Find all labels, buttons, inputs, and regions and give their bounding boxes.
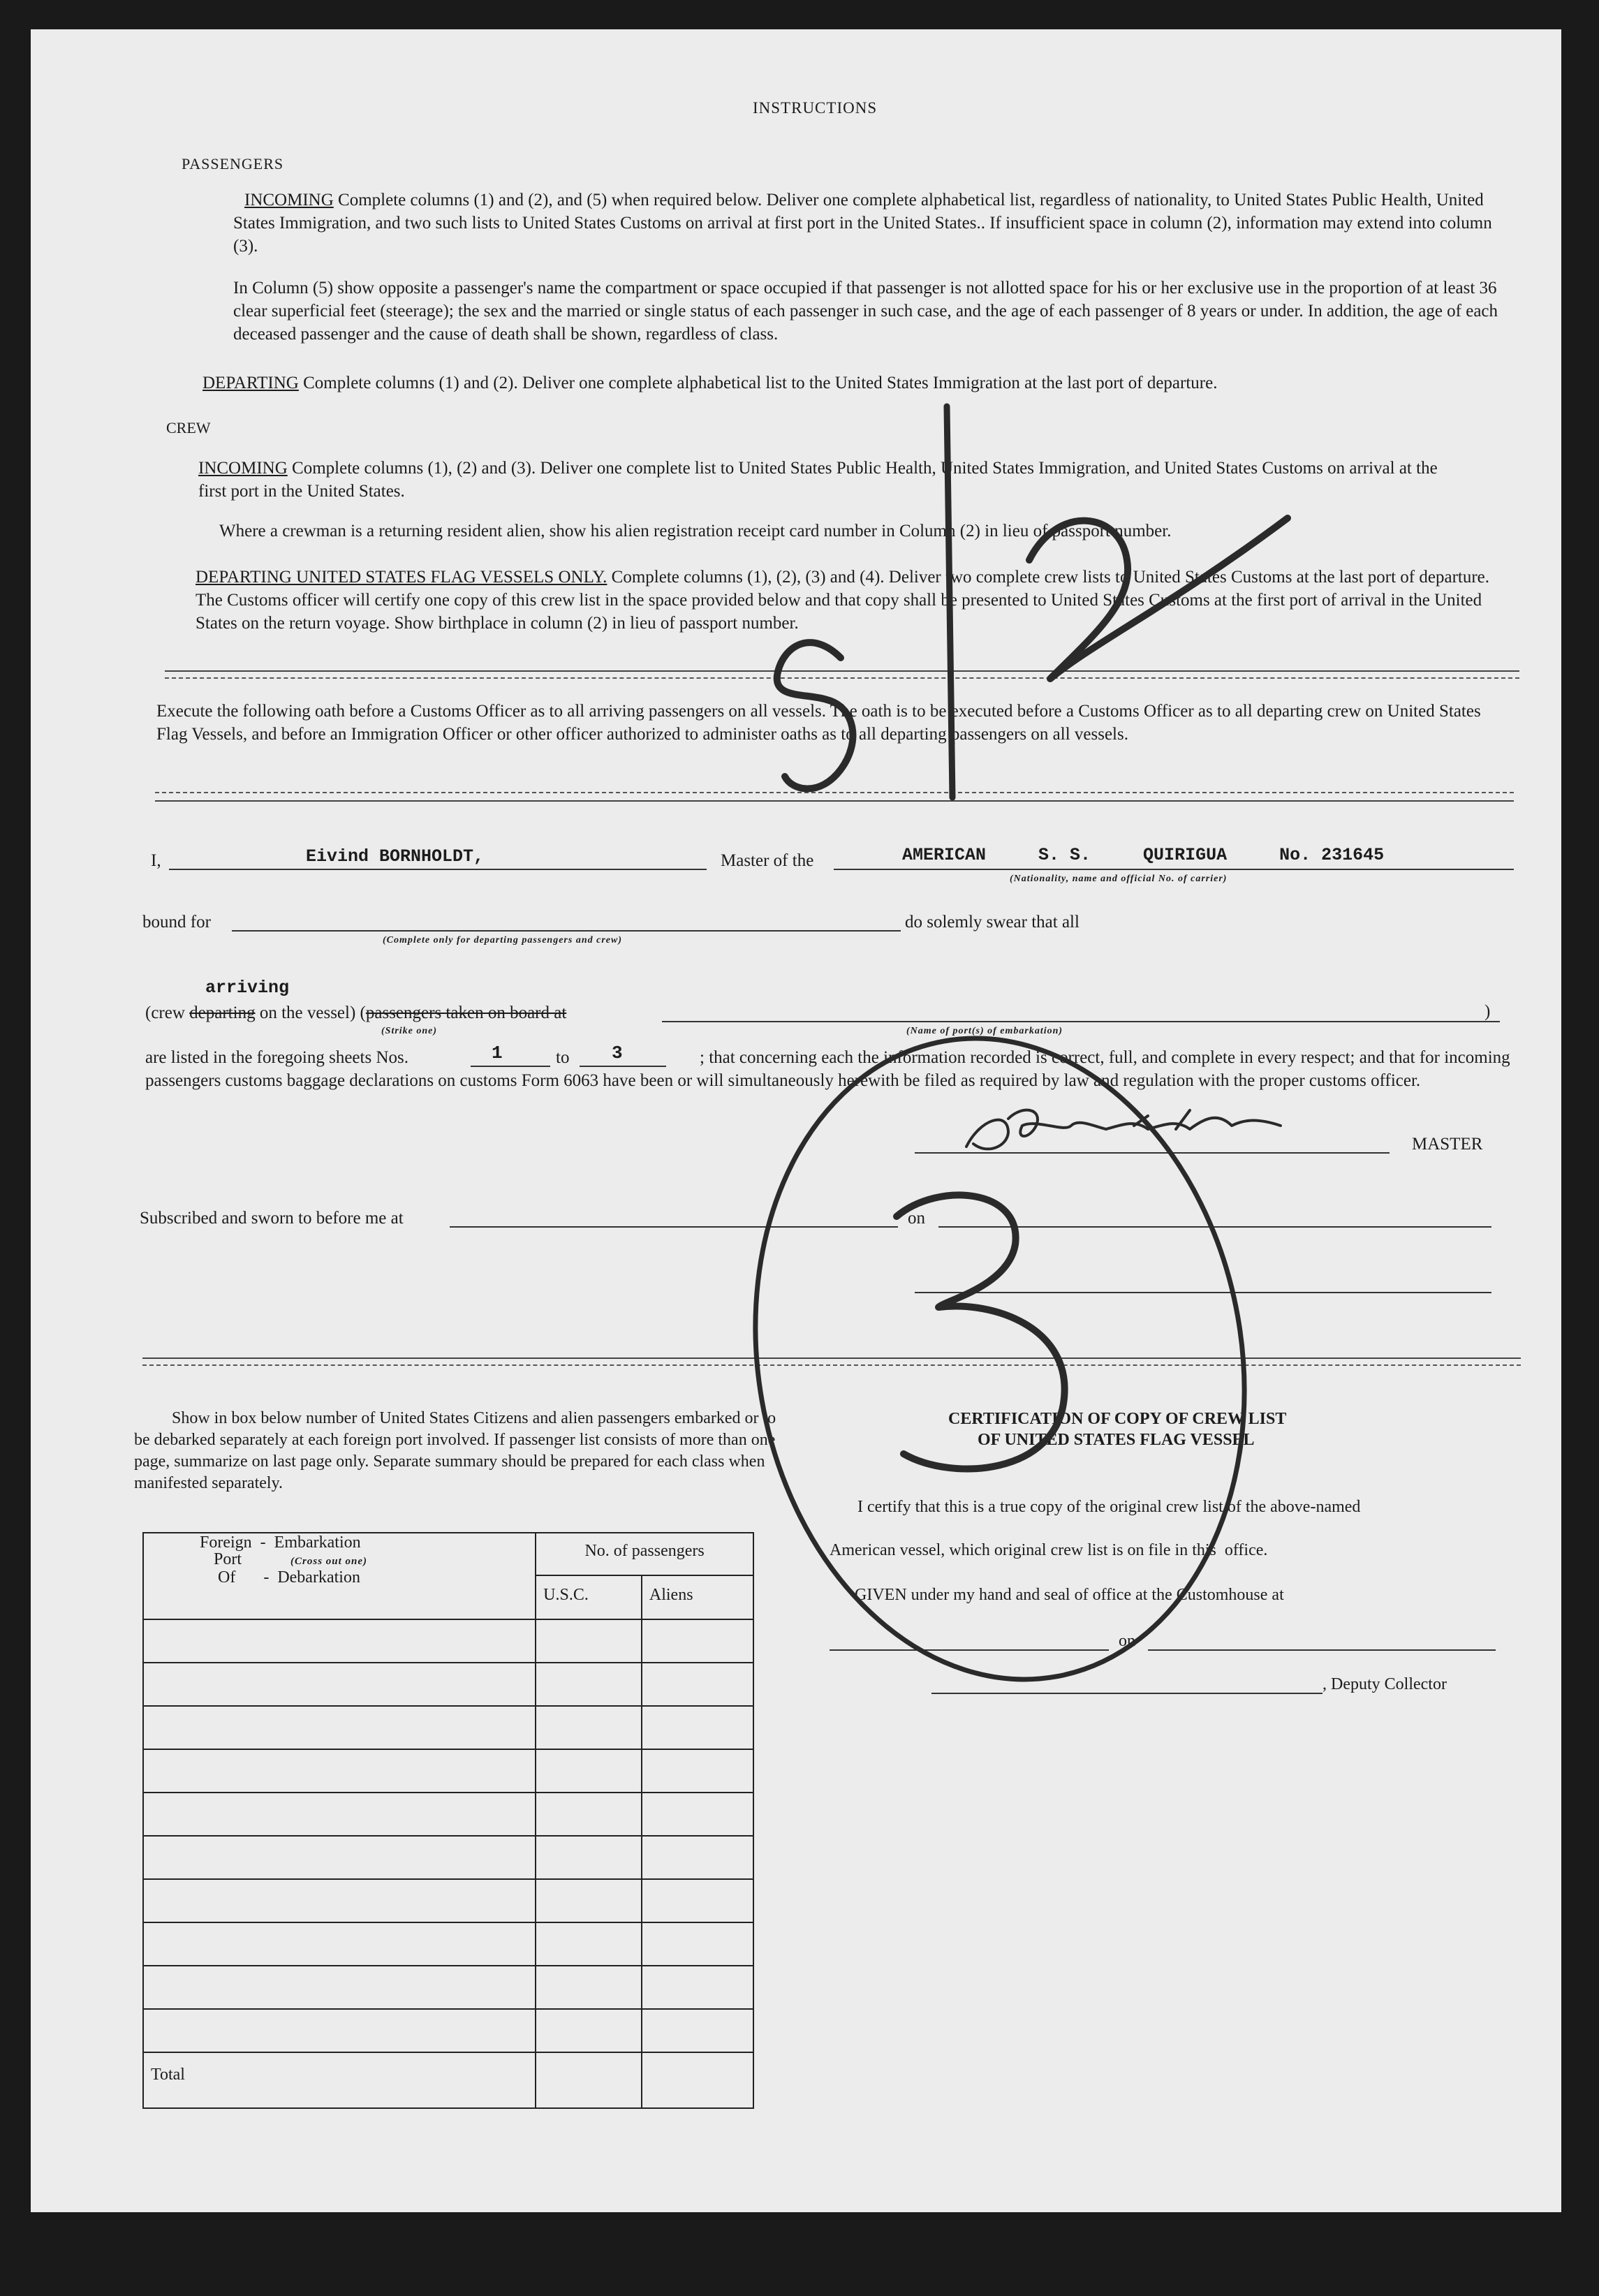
crew-strike-line xyxy=(145,1001,566,1024)
usc-header: U.S.C. xyxy=(536,1575,642,1619)
summary-instruction: Show in box below number of United States Citizens and alien passengers embarked or to be debarked separately at each foreign port involved. If passenger list consists of more than one page, summarize on last page only. Separate summary should be prepared for each class when manifested separately. xyxy=(134,1409,776,1492)
passengers-departing-text: Complete columns (1) and (2). Deliver one complete alphabetical list to the United States Immigration at the last port of departure. xyxy=(303,374,1218,392)
crew-incoming-label: INCOMING xyxy=(198,459,288,478)
master-name[interactable]: Eivind BORNHOLDT, xyxy=(306,846,485,867)
certification-date-line[interactable] xyxy=(1148,1649,1496,1651)
vessel-field[interactable]: AMERICAN S. S. QUIRIGUA No. 231645 xyxy=(902,845,1385,865)
table-row xyxy=(143,1879,753,1922)
separator-dashed xyxy=(165,677,1519,679)
vessel-line xyxy=(834,869,1514,870)
table-row xyxy=(143,1749,753,1793)
document-page xyxy=(31,29,1561,2212)
deputy-signature-line[interactable] xyxy=(931,1693,1322,1694)
separator-line xyxy=(155,800,1514,802)
passengers-label: PASSENGERS xyxy=(182,155,284,172)
table-row xyxy=(143,1966,753,2009)
table-row xyxy=(143,2009,753,2052)
crew-resident-paragraph: Where a crewman is a returning resident alien, show his alien registration receipt card number in Column (2) in lieu of passport number. xyxy=(219,522,1172,540)
crew-incoming-text: Complete columns (1), (2) and (3). Deliver one complete list to United States Public Health, United States Immigration, and United States Customs on arrival at the first port in the United States. xyxy=(198,459,1438,501)
to-label: to xyxy=(556,1048,570,1067)
subscribed-label: Subscribed and sworn to before me at xyxy=(140,1209,404,1228)
master-signature-line[interactable] xyxy=(915,1152,1390,1154)
stamp-circle-icon xyxy=(706,999,1294,1719)
crew-label: CREW xyxy=(166,419,211,436)
swear-text: do solemly swear that all xyxy=(905,913,1079,932)
crew-incoming-paragraph xyxy=(198,457,1469,503)
port-header-port: Port xyxy=(214,1550,242,1568)
no-of-passengers-header: No. of passengers xyxy=(536,1533,753,1575)
passengers-incoming-paragraph xyxy=(233,189,1518,258)
vessel-caption: (Nationality, name and official No. of carrier) xyxy=(1010,874,1228,884)
crew-struck-word: departing xyxy=(189,1003,256,1022)
master-label: MASTER xyxy=(1412,1135,1483,1154)
given-text: GIVEN under my hand and seal of office at the Customhouse at xyxy=(855,1586,1284,1604)
port-header-of: Of xyxy=(218,1568,236,1587)
cross-out-caption: (Cross out one) xyxy=(290,1556,368,1567)
certification-title-line2: OF UNITED STATES FLAG VESSEL xyxy=(978,1431,1255,1449)
customhouse-place-line[interactable] xyxy=(830,1649,1109,1651)
sheets-prefix: are listed in the foregoing sheets Nos. xyxy=(145,1048,408,1067)
arriving-typed: arriving xyxy=(205,978,290,998)
table-row xyxy=(143,1793,753,1836)
separator-line xyxy=(142,1357,1521,1359)
passengers-departing-label: DEPARTING xyxy=(202,374,299,392)
passengers-incoming-text: Complete columns (1) and (2), and (5) when required below. Deliver one complete alphabetical list, regardless of nationality, to United States Public Health, United States Immigration, and two such lists to United States Customs on arrival at first port in the United States.. If insufficient space in column (2), information may extend into column (3). xyxy=(233,191,1492,256)
strike-one-caption: (Strike one) xyxy=(381,1026,438,1036)
instructions-heading: INSTRUCTIONS xyxy=(753,99,878,117)
sheet-from[interactable]: 1 xyxy=(492,1043,503,1064)
certification-on-label: on xyxy=(1119,1632,1135,1650)
sheet-to[interactable]: 3 xyxy=(612,1043,623,1064)
passengers-column5-paragraph: In Column (5) show opposite a passenger's name the compartment or space occupied if that passenger is not allotted space for his or her exclusive use in the proportion of at least 36 clear superficial feet (steerage); the sex and the married or single status of each passenger in such case, and the age of each passenger of 8 years or under. In addition, the age of each deceased passenger and the cause of death shall be shown, regardless of class. xyxy=(233,279,1498,344)
passenger-summary-table xyxy=(142,1532,754,2109)
crew-departing-text: Complete columns (1), (2), (3) and (4). Deliver two complete crew lists to United States Customs at the last port of departure. The Customs officer will certify one copy of this crew list in the space provided below and that copy shall be presented to United States Customs at the first port of arrival in the United States on the return voyage. Show birthplace in column (2) in lieu of passport number. xyxy=(196,568,1490,633)
certify-text-2: American vessel, which original crew list is on file in this office. xyxy=(830,1541,1268,1559)
closing-paren: ) xyxy=(1484,1002,1491,1021)
bound-for-caption: (Complete only for departing passengers and crew) xyxy=(383,935,622,945)
aliens-header: Aliens xyxy=(642,1575,753,1619)
crew-prefix: (crew xyxy=(145,1003,185,1022)
crew-suffix: on the vessel) ( xyxy=(259,1003,366,1022)
separator-dashed xyxy=(155,792,1514,793)
table-row xyxy=(143,1619,753,1663)
separator-dashed xyxy=(142,1364,1521,1366)
table-row xyxy=(143,1836,753,1879)
officer-signature-line[interactable] xyxy=(915,1292,1491,1293)
passengers-incoming-label: INCOMING xyxy=(244,191,334,209)
passengers-departing-paragraph xyxy=(202,371,1529,395)
ports-line[interactable] xyxy=(662,1021,1500,1022)
oath-instruction-paragraph: Execute the following oath before a Customs Officer as to all arriving passengers on all vessels. The oath is to be executed before a Customs Officer as to all departing crew on United States Flag Vessels, and before an Immigration Officer or other officer authorized to administer oaths as to all departing passengers on all vessels. xyxy=(156,702,1481,744)
port-header-debarkation: - Debarkation xyxy=(263,1568,360,1587)
passengers-struck: passengers taken on board at xyxy=(365,1003,567,1022)
total-label: Total xyxy=(143,2052,536,2108)
separator-line xyxy=(165,670,1519,672)
subscribed-on-label: on xyxy=(908,1209,925,1228)
deputy-collector-label: , Deputy Collector xyxy=(1322,1675,1447,1693)
ports-caption: (Name of port(s) of embarkation) xyxy=(906,1026,1063,1036)
sheets-text: ; that concerning each the information recorded is correct, full, and complete in every respect; and that for incoming passengers customs baggage declarations on customs Form 6063 have been or will simultaneously herewith be filed as required by law and regulation with the proper customs officer. xyxy=(145,1048,1510,1090)
bound-for-label: bound for xyxy=(142,913,211,932)
master-name-line xyxy=(169,869,707,870)
table-row xyxy=(143,1663,753,1706)
bound-for-line[interactable] xyxy=(232,930,901,932)
table-total-row xyxy=(143,2052,753,2108)
subscribed-date-line[interactable] xyxy=(938,1226,1491,1228)
master-signature xyxy=(966,1110,1281,1149)
table-row xyxy=(143,1922,753,1966)
certify-text: I certify that this is a true copy of the original crew list of the above-named xyxy=(857,1498,1361,1516)
port-header-line1: Foreign - Embarkation xyxy=(200,1533,361,1552)
port-header-cell xyxy=(143,1533,536,1619)
certification-title-line1: CERTIFICATION OF COPY OF CREW LIST xyxy=(948,1410,1287,1428)
oath-i-label: I, xyxy=(151,851,161,870)
crew-departing-label: DEPARTING UNITED STATES FLAG VESSELS ONLY. xyxy=(196,568,607,587)
crew-departing-paragraph xyxy=(196,566,1508,635)
master-of-label: Master of the xyxy=(721,851,814,870)
subscribed-place-line[interactable] xyxy=(450,1226,898,1228)
table-row xyxy=(143,1706,753,1749)
